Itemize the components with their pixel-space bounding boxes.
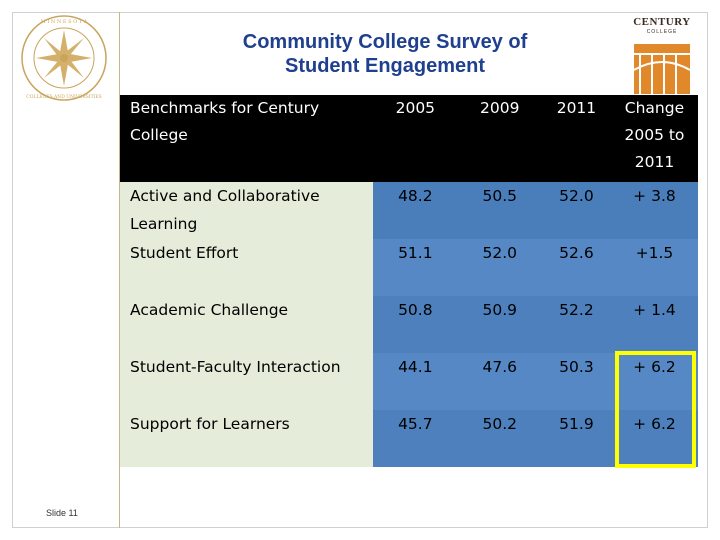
value-2011: 50.3	[542, 353, 611, 410]
benchmark-name: Student-Faculty Interaction	[120, 353, 373, 410]
value-change: + 3.8	[611, 182, 698, 239]
table-row	[120, 296, 698, 353]
value-2009: 52.0	[458, 239, 542, 296]
value-2005: 45.7	[373, 410, 457, 467]
svg-text:M I N N E S O T A: M I N N E S O T A	[40, 19, 88, 25]
value-2005: 51.1	[373, 239, 457, 296]
slide-number: Slide 11	[46, 508, 78, 518]
title-line-1: Community College Survey of	[242, 31, 528, 53]
value-2011: 52.2	[542, 296, 611, 353]
header-2005: 2005	[373, 95, 457, 182]
benchmark-name: Support for Learners	[120, 410, 373, 467]
logo-name: CENTURY	[633, 16, 691, 28]
value-2009: 50.5	[458, 182, 542, 239]
table-row	[120, 182, 698, 239]
minnesota-state-seal-icon	[20, 14, 108, 102]
table-row	[120, 239, 698, 296]
value-change: + 6.2	[611, 410, 698, 467]
logo-subtitle: COLLEGE	[646, 29, 678, 35]
value-change: + 6.2	[611, 353, 698, 410]
benchmarks-table	[120, 95, 698, 467]
value-2005: 44.1	[373, 353, 457, 410]
value-2009: 50.9	[458, 296, 542, 353]
table-row	[120, 410, 698, 467]
benchmark-name: Academic Challenge	[120, 296, 373, 353]
slide-title	[150, 30, 620, 78]
table-row	[120, 353, 698, 410]
header-2011: 2011	[542, 95, 611, 182]
value-2009: 47.6	[458, 353, 542, 410]
svg-text:COLLEGES AND UNIVERSITIES: COLLEGES AND UNIVERSITIES	[26, 95, 102, 100]
header-2009: 2009	[458, 95, 542, 182]
title-line-2: Student Engagement	[284, 55, 485, 77]
value-2011: 52.0	[542, 182, 611, 239]
header-change: Change 2005 to 2011	[611, 95, 698, 182]
change-highlight-box	[615, 351, 696, 468]
value-2011: 52.6	[542, 239, 611, 296]
value-change: +1.5	[611, 239, 698, 296]
value-change: + 1.4	[611, 296, 698, 353]
value-2005: 50.8	[373, 296, 457, 353]
value-2011: 51.9	[542, 410, 611, 467]
benchmark-name: Student Effort	[120, 239, 373, 296]
value-2009: 50.2	[458, 410, 542, 467]
table-header-row	[120, 95, 698, 182]
header-benchmarks: Benchmarks for Century College	[120, 95, 373, 182]
benchmark-name: Active and Collaborative Learning	[120, 182, 373, 239]
value-2005: 48.2	[373, 182, 457, 239]
